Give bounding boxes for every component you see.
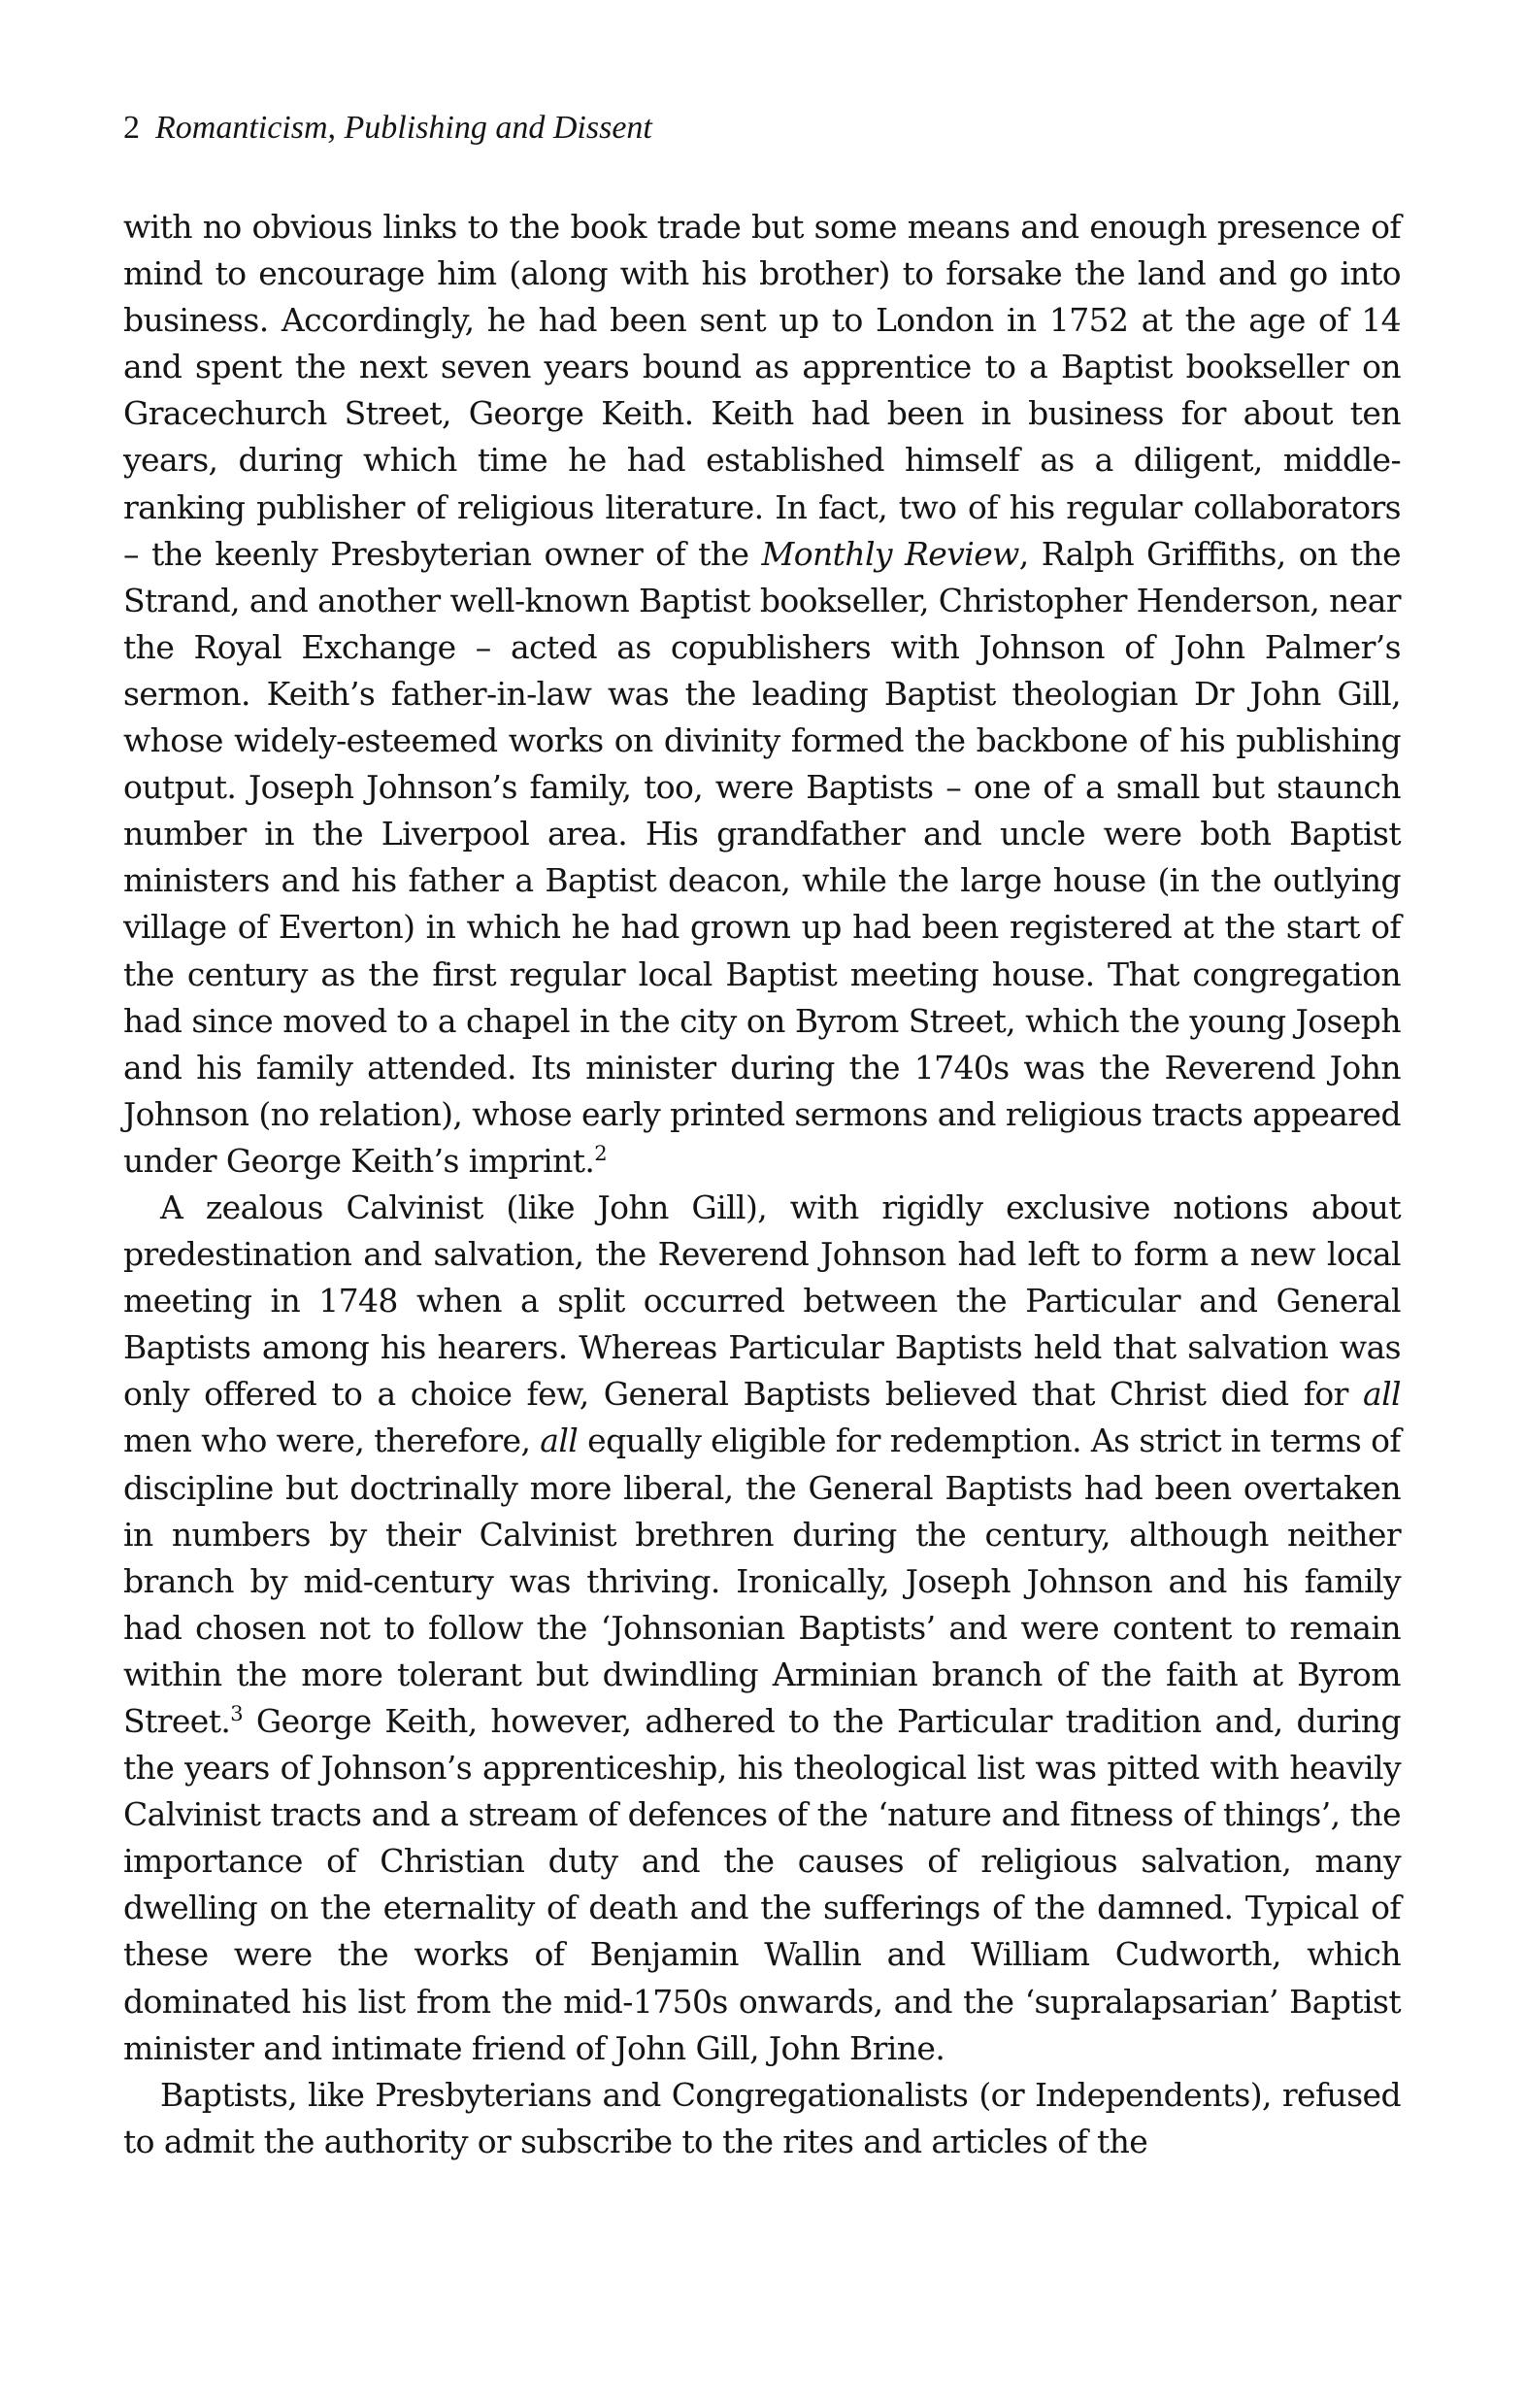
running-head <box>123 109 652 148</box>
footnote-ref: 2 <box>594 1141 608 1165</box>
running-title: Romanticism, Publishing and Dissent <box>155 110 652 146</box>
text-run: equally eligible for redemption. As strict in terms of discipline but doctrinally more liberal, the General Baptists had been overtaken in numbers by their Calvinist brethren during the century, although neither branch by mid-century was thriving. Ironically, Joseph Johnson and his family had chosen not to follow the ‘Johnsonian Baptists’ and were content to remain within the more tolerant but dwindling Arminian branch of the faith at Byrom Street. <box>123 1421 1401 1740</box>
text-run: men who were, therefore, <box>123 1421 541 1460</box>
page-number: 2 <box>123 110 140 146</box>
text-run: Baptists, like Presbyterians and Congregationalists (or Independents), refused to admit the authority or subscribe to the rites and articles of the <box>123 2075 1401 2160</box>
text-run: with no obvious links to the book trade but some means and enough presence of mind to encourage him (along with his brother) to forsake the land and go into business. Accordingly, he had been sent up to London in 1752 at the age of 14 and spent the next seven years bound as apprentice to a Baptist bookseller on Gracechurch Street, George Keith. Keith had been in business for about ten years, during which time he had established himself as a diligent, middle-ranking publisher of religious literature. In fact, two of his regular collaborators – the keenly Presbyterian owner of the <box>123 208 1401 573</box>
text-run: A zealous Calvinist (like John Gill), with rigidly exclusive notions about predestination and salvation, the Reverend Johnson had left to form a new local meeting in 1748 when a split occurred between the Particular and General Baptists among his hearers. Whereas Particular Baptists held that salvation was only offered to a choice few, General Baptists believed that Christ died for <box>123 1187 1401 1414</box>
italic-text: all <box>1363 1375 1401 1414</box>
italic-text: all <box>540 1421 579 1460</box>
paragraph <box>123 204 1401 1185</box>
text-run: , Ralph Griffiths, on the Strand, and another well-known Baptist bookseller, Christopher Henderson, near the Royal Exchange – acted as copublishers with Johnson of John Palmer’s sermon. Keith’s father-in-law was the leading Baptist theologian Dr John Gill, whose widely-esteemed works on divinity formed the backbone of his publishing output. Joseph Johnson’s family, too, were Baptists – one of a small but staunch number in the Liverpool area. His grandfather and uncle were both Baptist ministers and his father a Baptist deacon, while the large house (in the outlying village of Everton) in which he had grown up had been registered at the start of the century as the first regular local Baptist meeting house. That congregation had since moved to a chapel in the city on Byrom Street, which the young Joseph and his family attended. Its minister during the 1740s was the Reverend John Johnson (no relation), whose early printed sermons and religious tracts appeared under George Keith’s imprint. <box>123 534 1402 1180</box>
paragraph <box>123 1185 1401 2072</box>
body-text <box>123 204 1401 2165</box>
paragraph <box>123 2072 1401 2165</box>
footnote-ref: 3 <box>230 1702 244 1725</box>
text-run: George Keith, however, adhered to the Particular tradition and, during the years of Johnson’s apprenticeship, his theological list was pitted with heavily Calvinist tracts and a stream of defences of the ‘nature and fitness of things’, the importance of Christian duty and the causes of religious salvation, many dwelling on the eternality of death and the sufferings of the damned. Typical of these were the works of Benjamin Wallin and William Cudworth, which dominated his list from the mid-1750s onwards, and the ‘supralapsarian’ Baptist minister and intimate friend of John Gill, John Brine. <box>123 1702 1401 2067</box>
italic-text: Monthly Review <box>761 534 1019 573</box>
